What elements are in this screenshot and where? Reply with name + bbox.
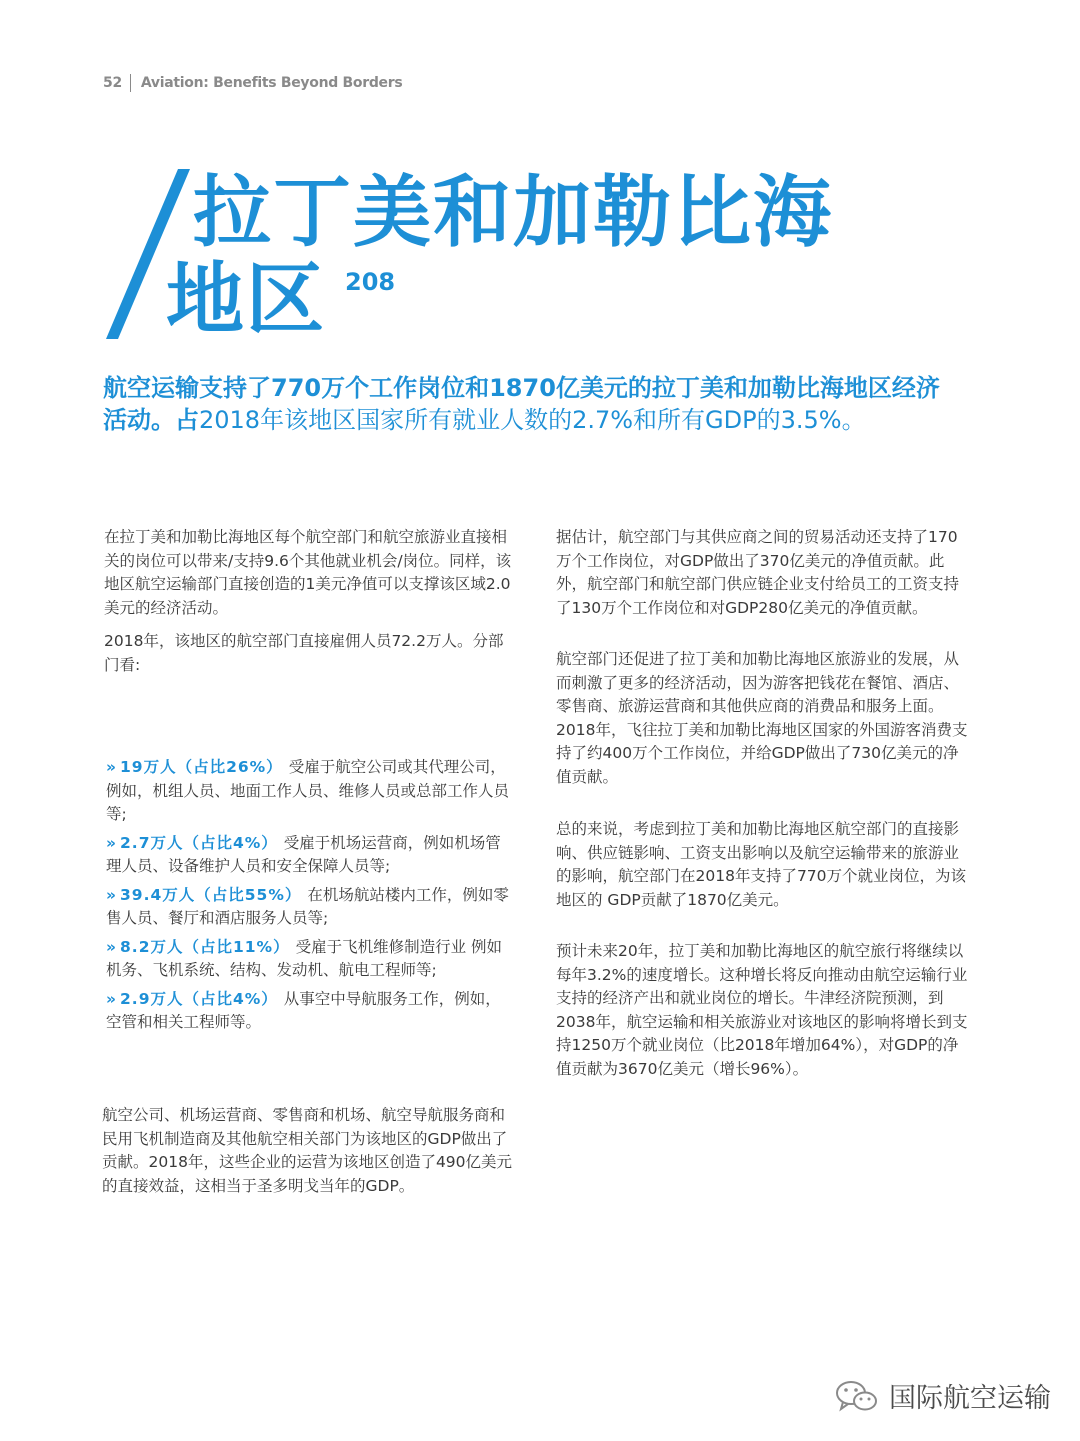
right-paragraph-3 [556,818,971,912]
bullet-text: 受雇于航空公司或其代理公司，例如，机组人员、地面工作人员、维修人员或总部工作人员等; [106,758,510,823]
wechat-icon [835,1379,879,1413]
bullet-highlight: 2.7万人（占比4%） [120,833,278,852]
page-number: 52 [103,75,122,91]
chevron-bullet-icon: » [106,937,117,956]
publication-title: Aviation: Benefits Beyond Borders [140,75,403,91]
page-title-line2: 地区 [166,255,327,345]
paragraph-text: 总的来说，考虑到拉丁美和加勒比海地区航空部门的直接影响、供应链影响、工资支出影响以及航空运输带来的旅游业的影响，航空部门在2018年支持了770万个就业岗位，为该地区的 GDP贡献了1870亿美元。 [556,820,967,909]
bullet-highlight: 19万人（占比26%） [120,758,283,776]
chevron-bullet-icon: » [106,885,117,904]
lead-regular: 2018年该地区国家所有就业人数的2.7%和所有GDP的3.5%。 [199,406,866,434]
chevron-bullet-icon: » [106,758,117,776]
list-item [106,884,516,931]
list-item [106,936,516,983]
header-divider [130,74,131,92]
left-paragraph-1 [104,526,516,620]
list-item [106,832,516,879]
title-footnote: 208 [345,268,396,296]
bullet-highlight: 39.4万人（占比55%） [120,885,302,904]
paragraph-text: 航空部门还促进了拉丁美和加勒比海地区旅游业的发展，从而刺激了更多的经济活动，因为游客把钱花在餐馆、酒店、零售商、旅游运营商和其他供应商的消费品和服务上面。2018年，飞往拉丁美和加勒比海地区国家的外国游客消费支持了约400万个工作岗位，并给GDP做出了730亿美元的净值贡献。 [556,650,968,786]
watermark-text: 国际航空运输 [889,1383,1051,1414]
page-title-line1: 拉丁美和加勒比海 [193,168,834,258]
lead-bold: 航空运输支持了770万个工作岗位和1870亿美元的拉丁美和加勒比海地区经济活动。占 [103,374,940,434]
bullet-text: 在机场航站楼内工作，例如零售人员、餐厅和酒店服务人员等; [106,885,509,927]
right-paragraph-4 [556,940,971,1081]
right-paragraph-1 [556,526,971,620]
bullet-text: 受雇于机场运营商，例如机场管理人员、设备维护人员和安全保障人员等; [106,833,501,875]
bullet-text: 受雇于飞机维修制造行业 例如机务、飞机系统、结构、发动机、航电工程师等; [106,937,503,979]
list-item [106,988,516,1035]
bullet-highlight: 2.9万人（占比4%） [120,989,278,1008]
paragraph-text: 2018年，该地区的航空部门直接雇佣人员72.2万人。分部门看: [104,632,504,674]
wechat-watermark [835,1376,1051,1415]
bullet-highlight: 8.2万人（占比11%） [120,937,290,956]
paragraph-text: 在拉丁美和加勒比海地区每个航空部门和航空旅游业直接相关的岗位可以带来/支持9.6个其他就业机会/岗位。同样，该地区航空运输部门直接创造的1美元净值可以支撑该区域2.0美元的经济活动。 [104,528,512,617]
list-item [106,756,516,827]
bullet-text: 从事空中导航服务工作，例如，空管和相关工程师等。 [106,989,501,1031]
lead-paragraph [103,372,953,436]
paragraph-text: 预计未来20年，拉丁美和加勒比海地区的航空旅行将继续以每年3.2%的速度增长。这种增长将反向推动由航空运输行业支持的经济产出和就业岗位的增长。牛津经济院预测，到2038年，航空运输和相关旅游业对该地区的影响将增长到支持1250万个就业岗位（比2018年增加64%），对GDP的净值贡献为3670亿美元（增长96%）。 [556,942,968,1078]
running-header [103,74,402,92]
right-paragraph-2 [556,648,971,789]
chevron-bullet-icon: » [106,833,117,852]
chevron-bullet-icon: » [106,989,117,1008]
paragraph-text: 航空公司、机场运营商、零售商和机场、航空导航服务商和民用飞机制造商及其他航空相关部门为该地区的GDP做出了贡献。2018年，这些企业的运营为该地区创造了490亿美元的直接效益，这相当于圣多明戈当年的GDP。 [102,1106,513,1195]
left-paragraph-3 [102,1104,518,1198]
paragraph-text: 据估计，航空部门与其供应商之间的贸易活动还支持了170万个工作岗位，对GDP做出了370亿美元的净值贡献。此外，航空部门和航空部门供应链企业支付给员工的工资支持了130万个工作岗位和对GDP280亿美元的净值贡献。 [556,528,960,617]
employment-breakdown-list [106,756,516,1040]
left-paragraph-2 [104,630,516,677]
